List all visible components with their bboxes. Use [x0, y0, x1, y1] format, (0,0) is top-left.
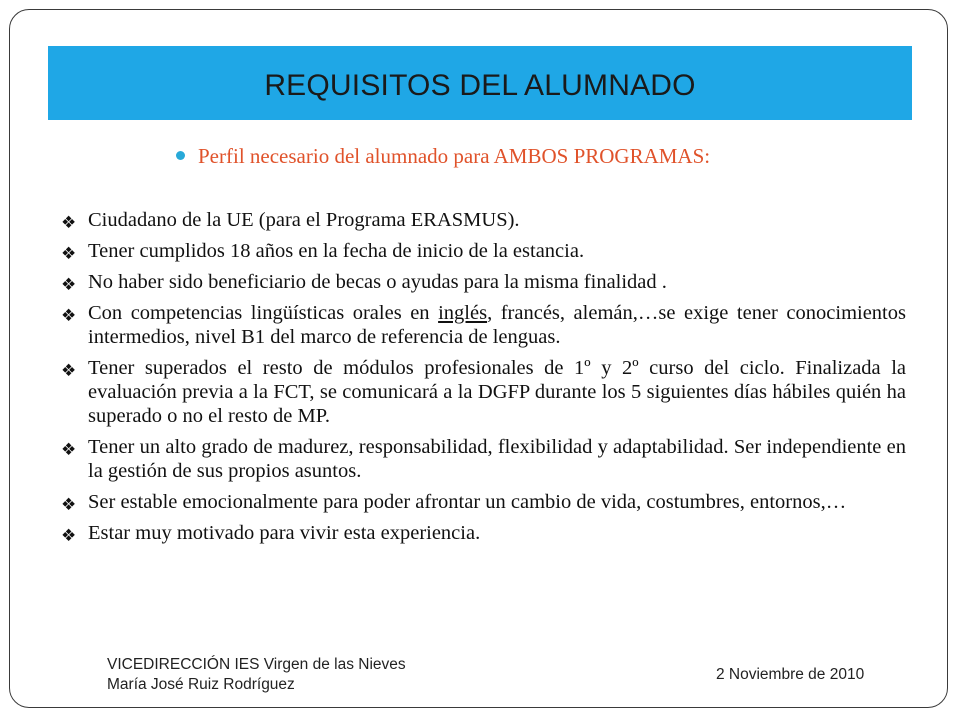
diamond-bullet-icon: ❖ — [61, 495, 77, 515]
list-item — [59, 239, 906, 263]
list-item-text: Tener un alto grado de madurez, responsabilidad, flexibilidad y adaptabilidad. Ser independiente en la gestión de sus propios asuntos. — [88, 436, 906, 482]
list-item — [59, 435, 906, 483]
subtitle-text: Perfil necesario del alumnado para AMBOS PROGRAMAS: — [198, 144, 711, 168]
diamond-bullet-icon: ❖ — [61, 275, 77, 295]
list-item — [59, 356, 906, 428]
footer-line-2: María José Ruiz Rodríguez — [107, 676, 295, 693]
diamond-bullet-icon: ❖ — [61, 213, 77, 233]
list-item-text-post: , francés, alemán,…se exige tener conocimientos intermedios, nivel B1 del marco de referencia de lenguas. — [88, 302, 906, 348]
round-bullet-icon — [176, 151, 185, 160]
diamond-bullet-icon: ❖ — [61, 440, 77, 460]
slide-title: REQUISITOS DEL ALUMNADO — [264, 69, 696, 102]
diamond-bullet-icon: ❖ — [61, 526, 77, 546]
requirements-list — [59, 208, 906, 552]
footer-line-1: VICEDIRECCIÓN IES Virgen de las Nieves — [107, 656, 406, 673]
diamond-bullet-icon: ❖ — [61, 361, 77, 381]
list-item-text: Ser estable emocionalmente para poder afrontar un cambio de vida, costumbres, entornos,… — [88, 491, 847, 513]
list-item — [59, 270, 906, 294]
list-item — [59, 521, 906, 545]
list-item-text: Tener cumplidos 18 años en la fecha de inicio de la estancia. — [88, 240, 585, 262]
diamond-bullet-icon: ❖ — [61, 306, 77, 326]
footer-author — [107, 655, 406, 695]
list-item-text: Ciudadano de la UE (para el Programa ERASMUS). — [88, 209, 520, 231]
underlined-word: inglés — [438, 302, 488, 324]
list-item — [59, 208, 906, 232]
diamond-bullet-icon: ❖ — [61, 244, 77, 264]
list-item — [59, 301, 906, 349]
list-item-text: Estar muy motivado para vivir esta experiencia. — [88, 522, 481, 544]
list-item-text: Tener superados el resto de módulos profesionales de 1º y 2º curso del ciclo. Finalizada la evaluación previa a la FCT, se comunicará a la DGFP durante los 5 siguientes días hábiles quién ha superado o no el resto de MP. — [88, 357, 906, 427]
subtitle — [176, 144, 816, 169]
footer-date: 2 Noviembre de 2010 — [716, 666, 865, 683]
list-item-text: No haber sido beneficiario de becas o ayudas para la misma finalidad . — [88, 271, 667, 293]
title-bar — [48, 46, 912, 120]
list-item — [59, 490, 906, 514]
list-item-text-pre: Con competencias lingüísticas orales en — [88, 302, 439, 324]
